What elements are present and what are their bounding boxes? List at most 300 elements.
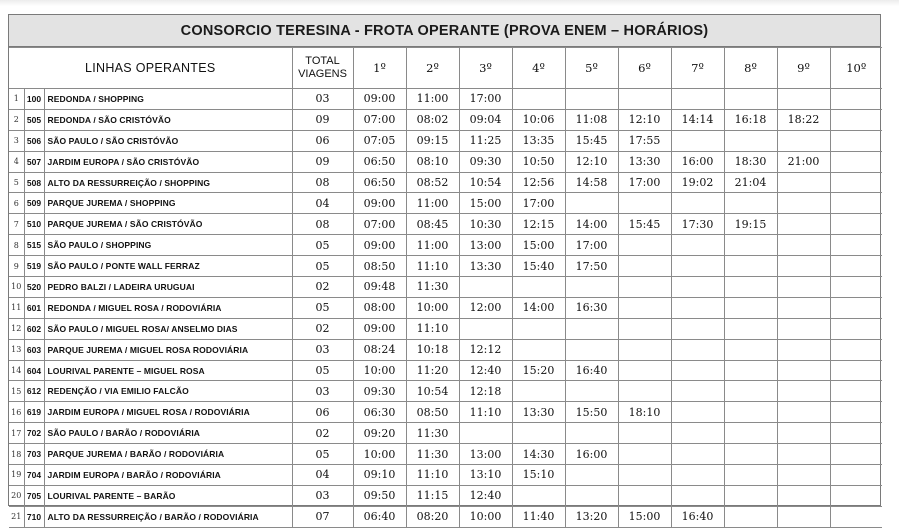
- table-row: [9, 235, 882, 256]
- column-header-trip-2: 2º: [406, 48, 459, 89]
- departure-time-6: 17:00: [618, 172, 671, 193]
- column-header-total-trips: [292, 48, 353, 89]
- line-route: ALTO DA RESSURREIÇÃO / SHOPPING: [44, 172, 292, 193]
- line-code: 604: [24, 360, 44, 381]
- departure-time-8: [724, 235, 777, 256]
- row-number: 3: [9, 130, 24, 151]
- table-row: [9, 130, 882, 151]
- departure-time-1: 07:05: [353, 130, 406, 151]
- table-row: [9, 297, 882, 318]
- departure-time-10: [830, 256, 882, 277]
- table-row: [9, 465, 882, 486]
- column-header-trip-3: 3º: [459, 48, 512, 89]
- line-code: 710: [24, 506, 44, 527]
- departure-time-3: 12:40: [459, 485, 512, 506]
- departure-time-6: [618, 360, 671, 381]
- departure-time-9: [777, 235, 830, 256]
- line-code: 520: [24, 277, 44, 298]
- departure-time-7: [671, 360, 724, 381]
- departure-time-9: [777, 402, 830, 423]
- departure-time-3: 12:40: [459, 360, 512, 381]
- total-trips: 02: [292, 423, 353, 444]
- departure-time-9: 18:22: [777, 109, 830, 130]
- departure-time-4: 15:00: [512, 235, 565, 256]
- departure-time-4: [512, 339, 565, 360]
- departure-time-9: [777, 444, 830, 465]
- departure-time-2: 11:30: [406, 277, 459, 298]
- departure-time-1: 09:30: [353, 381, 406, 402]
- departure-time-4: 12:15: [512, 214, 565, 235]
- total-trips: 05: [292, 360, 353, 381]
- line-route: LOURIVAL PARENTE – MIGUEL ROSA: [44, 360, 292, 381]
- row-number: 13: [9, 339, 24, 360]
- column-header-trip-7: 7º: [671, 48, 724, 89]
- departure-time-3: 10:30: [459, 214, 512, 235]
- departure-time-7: [671, 485, 724, 506]
- row-number: 14: [9, 360, 24, 381]
- departure-time-2: 08:20: [406, 506, 459, 527]
- row-number: 15: [9, 381, 24, 402]
- line-route: REDENÇÃO / VIA EMILIO FALCÃO: [44, 381, 292, 402]
- line-code: 506: [24, 130, 44, 151]
- departure-time-5: 14:00: [565, 214, 618, 235]
- departure-time-6: [618, 318, 671, 339]
- total-trips: 05: [292, 444, 353, 465]
- row-number: 8: [9, 235, 24, 256]
- line-route: ALTO DA RESSURREIÇÃO / BARÃO / RODOVIÁRIA: [44, 506, 292, 527]
- table-header-row: [9, 48, 882, 89]
- departure-time-9: [777, 381, 830, 402]
- departure-time-1: 10:00: [353, 360, 406, 381]
- row-number: 10: [9, 277, 24, 298]
- departure-time-9: [777, 465, 830, 486]
- table-row: [9, 402, 882, 423]
- departure-time-6: 15:00: [618, 506, 671, 527]
- departure-time-10: [830, 465, 882, 486]
- departure-time-5: [565, 193, 618, 214]
- departure-time-2: 10:54: [406, 381, 459, 402]
- row-number: 2: [9, 109, 24, 130]
- departure-time-5: 15:50: [565, 402, 618, 423]
- departure-time-1: 06:50: [353, 151, 406, 172]
- departure-time-2: 08:02: [406, 109, 459, 130]
- departure-time-5: [565, 485, 618, 506]
- departure-time-9: [777, 214, 830, 235]
- departure-time-3: 13:00: [459, 444, 512, 465]
- departure-time-7: 17:30: [671, 214, 724, 235]
- departure-time-9: [777, 256, 830, 277]
- departure-time-4: [512, 318, 565, 339]
- departure-time-10: [830, 506, 882, 527]
- total-trips: 03: [292, 339, 353, 360]
- departure-time-5: 17:00: [565, 235, 618, 256]
- departure-time-3: 12:18: [459, 381, 512, 402]
- row-number: 19: [9, 465, 24, 486]
- departure-time-8: 18:30: [724, 151, 777, 172]
- departure-time-6: 13:30: [618, 151, 671, 172]
- departure-time-7: [671, 402, 724, 423]
- departure-time-8: 21:04: [724, 172, 777, 193]
- column-header-lines: LINHAS OPERANTES: [9, 48, 292, 89]
- departure-time-2: 11:30: [406, 444, 459, 465]
- departure-time-3: 15:00: [459, 193, 512, 214]
- departure-time-2: 09:15: [406, 130, 459, 151]
- departure-time-6: [618, 465, 671, 486]
- column-header-trip-6: 6º: [618, 48, 671, 89]
- departure-time-4: [512, 485, 565, 506]
- departure-time-9: [777, 277, 830, 298]
- line-route: LOURIVAL PARENTE – BARÃO: [44, 485, 292, 506]
- departure-time-10: [830, 172, 882, 193]
- departure-time-4: [512, 277, 565, 298]
- departure-time-7: 16:00: [671, 151, 724, 172]
- column-header-trip-4: 4º: [512, 48, 565, 89]
- departure-time-8: [724, 193, 777, 214]
- departure-time-4: 10:06: [512, 109, 565, 130]
- departure-time-7: [671, 423, 724, 444]
- departure-time-9: 21:00: [777, 151, 830, 172]
- departure-time-10: [830, 423, 882, 444]
- departure-time-6: [618, 339, 671, 360]
- table-row: [9, 381, 882, 402]
- departure-time-1: 09:20: [353, 423, 406, 444]
- column-header-trip-9: 9º: [777, 48, 830, 89]
- departure-time-7: [671, 193, 724, 214]
- departure-time-1: 09:10: [353, 465, 406, 486]
- departure-time-8: 19:15: [724, 214, 777, 235]
- total-trips: 05: [292, 235, 353, 256]
- departure-time-2: 11:20: [406, 360, 459, 381]
- total-trips: 05: [292, 256, 353, 277]
- line-route: JARDIM EUROPA / SÃO CRISTÓVÃO: [44, 151, 292, 172]
- departure-time-5: [565, 339, 618, 360]
- total-trips: 03: [292, 485, 353, 506]
- departure-time-8: [724, 360, 777, 381]
- departure-time-10: [830, 402, 882, 423]
- departure-time-10: [830, 151, 882, 172]
- departure-time-2: 11:10: [406, 256, 459, 277]
- line-code: 702: [24, 423, 44, 444]
- departure-time-6: [618, 256, 671, 277]
- total-trips: 04: [292, 465, 353, 486]
- total-trips: 08: [292, 172, 353, 193]
- departure-time-6: 18:10: [618, 402, 671, 423]
- departure-time-3: [459, 423, 512, 444]
- departure-time-4: 12:56: [512, 172, 565, 193]
- departure-time-2: 11:10: [406, 465, 459, 486]
- departure-time-4: [512, 381, 565, 402]
- departure-time-3: 09:04: [459, 109, 512, 130]
- departure-time-10: [830, 485, 882, 506]
- departure-time-10: [830, 318, 882, 339]
- departure-time-5: 16:00: [565, 444, 618, 465]
- total-trips: 04: [292, 193, 353, 214]
- departure-time-4: 14:00: [512, 297, 565, 318]
- line-route: PARQUE JUREMA / SÃO CRISTÓVÃO: [44, 214, 292, 235]
- departure-time-4: 15:40: [512, 256, 565, 277]
- departure-time-4: 15:10: [512, 465, 565, 486]
- departure-time-3: 09:30: [459, 151, 512, 172]
- table-row: [9, 423, 882, 444]
- departure-time-3: 12:12: [459, 339, 512, 360]
- departure-time-5: [565, 89, 618, 110]
- departure-time-10: [830, 214, 882, 235]
- departure-time-1: 09:48: [353, 277, 406, 298]
- departure-time-10: [830, 277, 882, 298]
- line-code: 100: [24, 89, 44, 110]
- departure-time-3: 17:00: [459, 89, 512, 110]
- departure-time-1: 09:50: [353, 485, 406, 506]
- departure-time-3: 13:30: [459, 256, 512, 277]
- departure-time-1: 10:00: [353, 444, 406, 465]
- departure-time-10: [830, 360, 882, 381]
- departure-time-5: 16:40: [565, 360, 618, 381]
- line-route: JARDIM EUROPA / BARÃO / RODOVIÁRIA: [44, 465, 292, 486]
- departure-time-9: [777, 423, 830, 444]
- departure-time-8: [724, 444, 777, 465]
- departure-time-7: [671, 297, 724, 318]
- line-code: 704: [24, 465, 44, 486]
- departure-time-2: 11:10: [406, 318, 459, 339]
- column-header-trip-1: 1º: [353, 48, 406, 89]
- departure-time-1: 08:24: [353, 339, 406, 360]
- departure-time-3: 12:00: [459, 297, 512, 318]
- departure-time-2: 11:00: [406, 89, 459, 110]
- departure-time-6: [618, 235, 671, 256]
- table-row: [9, 339, 882, 360]
- schedule-sheet: [8, 14, 881, 524]
- table-row: [9, 172, 882, 193]
- row-number: 20: [9, 485, 24, 506]
- line-route: PARQUE JUREMA / SHOPPING: [44, 193, 292, 214]
- departure-time-8: [724, 381, 777, 402]
- departure-time-2: 11:00: [406, 193, 459, 214]
- departure-time-7: [671, 256, 724, 277]
- departure-time-8: [724, 297, 777, 318]
- departure-time-9: [777, 339, 830, 360]
- departure-time-4: 11:40: [512, 506, 565, 527]
- departure-time-1: 06:40: [353, 506, 406, 527]
- departure-time-9: [777, 318, 830, 339]
- departure-time-5: 12:10: [565, 151, 618, 172]
- departure-time-5: 17:50: [565, 256, 618, 277]
- departure-time-3: 10:00: [459, 506, 512, 527]
- departure-time-8: [724, 339, 777, 360]
- departure-time-1: 06:50: [353, 172, 406, 193]
- departure-time-6: [618, 381, 671, 402]
- departure-time-10: [830, 339, 882, 360]
- row-number: 18: [9, 444, 24, 465]
- departure-time-9: [777, 172, 830, 193]
- departure-time-2: 11:30: [406, 423, 459, 444]
- line-route: SÃO PAULO / MIGUEL ROSA/ ANSELMO DIAS: [44, 318, 292, 339]
- departure-time-6: 15:45: [618, 214, 671, 235]
- line-route: PEDRO BALZI / LADEIRA URUGUAI: [44, 277, 292, 298]
- departure-time-9: [777, 130, 830, 151]
- line-code: 509: [24, 193, 44, 214]
- departure-time-10: [830, 235, 882, 256]
- table-row: [9, 89, 882, 110]
- row-number: 17: [9, 423, 24, 444]
- departure-time-10: [830, 381, 882, 402]
- departure-time-8: 16:18: [724, 109, 777, 130]
- table-row: [9, 318, 882, 339]
- total-trips: 08: [292, 214, 353, 235]
- departure-time-2: 11:00: [406, 235, 459, 256]
- table-row: [9, 193, 882, 214]
- departure-time-4: [512, 423, 565, 444]
- departure-time-1: 06:30: [353, 402, 406, 423]
- departure-time-6: [618, 193, 671, 214]
- total-trips: 06: [292, 130, 353, 151]
- departure-time-10: [830, 193, 882, 214]
- departure-time-1: 09:00: [353, 89, 406, 110]
- departure-time-7: [671, 444, 724, 465]
- total-trips: 05: [292, 297, 353, 318]
- line-code: 507: [24, 151, 44, 172]
- departure-time-2: 10:00: [406, 297, 459, 318]
- total-trips: 03: [292, 89, 353, 110]
- departure-time-6: [618, 485, 671, 506]
- total-header-line1: TOTAL: [305, 55, 340, 67]
- row-number: 1: [9, 89, 24, 110]
- total-trips: 03: [292, 381, 353, 402]
- departure-time-4: [512, 89, 565, 110]
- line-route: SÃO PAULO / SÃO CRISTÓVÃO: [44, 130, 292, 151]
- column-header-trip-5: 5º: [565, 48, 618, 89]
- departure-time-4: 10:50: [512, 151, 565, 172]
- departure-time-10: [830, 130, 882, 151]
- departure-time-4: 13:35: [512, 130, 565, 151]
- departure-time-4: 14:30: [512, 444, 565, 465]
- departure-time-1: 07:00: [353, 109, 406, 130]
- departure-time-6: 12:10: [618, 109, 671, 130]
- departure-time-7: [671, 277, 724, 298]
- departure-time-8: [724, 402, 777, 423]
- departure-time-7: [671, 339, 724, 360]
- departure-time-9: [777, 193, 830, 214]
- departure-time-6: [618, 444, 671, 465]
- table-row: [9, 256, 882, 277]
- departure-time-6: [618, 423, 671, 444]
- departure-time-5: 14:58: [565, 172, 618, 193]
- total-header-line2: VIAGENS: [298, 68, 347, 80]
- departure-time-3: 11:10: [459, 402, 512, 423]
- departure-time-2: 11:15: [406, 485, 459, 506]
- departure-time-7: [671, 89, 724, 110]
- total-trips: 09: [292, 109, 353, 130]
- departure-time-9: [777, 506, 830, 527]
- row-number: 16: [9, 402, 24, 423]
- departure-time-7: [671, 381, 724, 402]
- column-header-trip-8: 8º: [724, 48, 777, 89]
- departure-time-7: 16:40: [671, 506, 724, 527]
- departure-time-8: [724, 256, 777, 277]
- total-trips: 02: [292, 277, 353, 298]
- table-row: [9, 277, 882, 298]
- table-row: [9, 109, 882, 130]
- departure-time-2: 08:10: [406, 151, 459, 172]
- departure-time-8: [724, 485, 777, 506]
- line-route: SÃO PAULO / PONTE WALL FERRAZ: [44, 256, 292, 277]
- line-code: 519: [24, 256, 44, 277]
- row-number: 11: [9, 297, 24, 318]
- departure-time-5: 11:08: [565, 109, 618, 130]
- departure-time-8: [724, 318, 777, 339]
- row-number: 12: [9, 318, 24, 339]
- departure-time-1: 07:00: [353, 214, 406, 235]
- document-title: CONSORCIO TERESINA - FROTA OPERANTE (PROVA ENEM – HORÁRIOS): [9, 15, 880, 47]
- departure-time-10: [830, 444, 882, 465]
- departure-time-5: 16:30: [565, 297, 618, 318]
- line-code: 705: [24, 485, 44, 506]
- departure-time-1: 09:00: [353, 235, 406, 256]
- departure-time-9: [777, 297, 830, 318]
- row-number: 5: [9, 172, 24, 193]
- departure-time-2: 08:45: [406, 214, 459, 235]
- row-number: 6: [9, 193, 24, 214]
- departure-time-7: [671, 465, 724, 486]
- departure-time-9: [777, 360, 830, 381]
- table-row: [9, 444, 882, 465]
- line-route: REDONDA / MIGUEL ROSA / RODOVIÁRIA: [44, 297, 292, 318]
- line-code: 505: [24, 109, 44, 130]
- departure-time-2: 08:50: [406, 402, 459, 423]
- departure-time-3: 11:25: [459, 130, 512, 151]
- schedule-rows: [9, 89, 882, 528]
- table-row: [9, 485, 882, 506]
- departure-time-9: [777, 485, 830, 506]
- line-code: 515: [24, 235, 44, 256]
- row-number: 7: [9, 214, 24, 235]
- departure-time-6: [618, 297, 671, 318]
- departure-time-7: 19:02: [671, 172, 724, 193]
- departure-time-8: [724, 465, 777, 486]
- departure-time-2: 10:18: [406, 339, 459, 360]
- total-trips: 09: [292, 151, 353, 172]
- table-row: [9, 214, 882, 235]
- line-code: 602: [24, 318, 44, 339]
- line-code: 703: [24, 444, 44, 465]
- departure-time-7: [671, 318, 724, 339]
- departure-time-5: [565, 465, 618, 486]
- line-code: 619: [24, 402, 44, 423]
- departure-time-10: [830, 89, 882, 110]
- table-row: [9, 506, 882, 527]
- departure-time-3: 10:54: [459, 172, 512, 193]
- departure-time-3: [459, 277, 512, 298]
- line-code: 612: [24, 381, 44, 402]
- line-code: 508: [24, 172, 44, 193]
- departure-time-4: 17:00: [512, 193, 565, 214]
- departure-time-5: [565, 381, 618, 402]
- departure-time-1: 09:00: [353, 318, 406, 339]
- departure-time-7: [671, 235, 724, 256]
- line-code: 603: [24, 339, 44, 360]
- line-code: 510: [24, 214, 44, 235]
- line-route: SÃO PAULO / BARÃO / RODOVIÁRIA: [44, 423, 292, 444]
- departure-time-5: [565, 277, 618, 298]
- departure-time-3: 13:10: [459, 465, 512, 486]
- line-route: JARDIM EUROPA / MIGUEL ROSA / RODOVIÁRIA: [44, 402, 292, 423]
- page-top-shadow: [0, 0, 899, 6]
- departure-time-10: [830, 297, 882, 318]
- line-code: 601: [24, 297, 44, 318]
- total-trips: 02: [292, 318, 353, 339]
- departure-time-4: 13:30: [512, 402, 565, 423]
- table-row: [9, 360, 882, 381]
- line-route: REDONDA / SÃO CRISTÓVÃO: [44, 109, 292, 130]
